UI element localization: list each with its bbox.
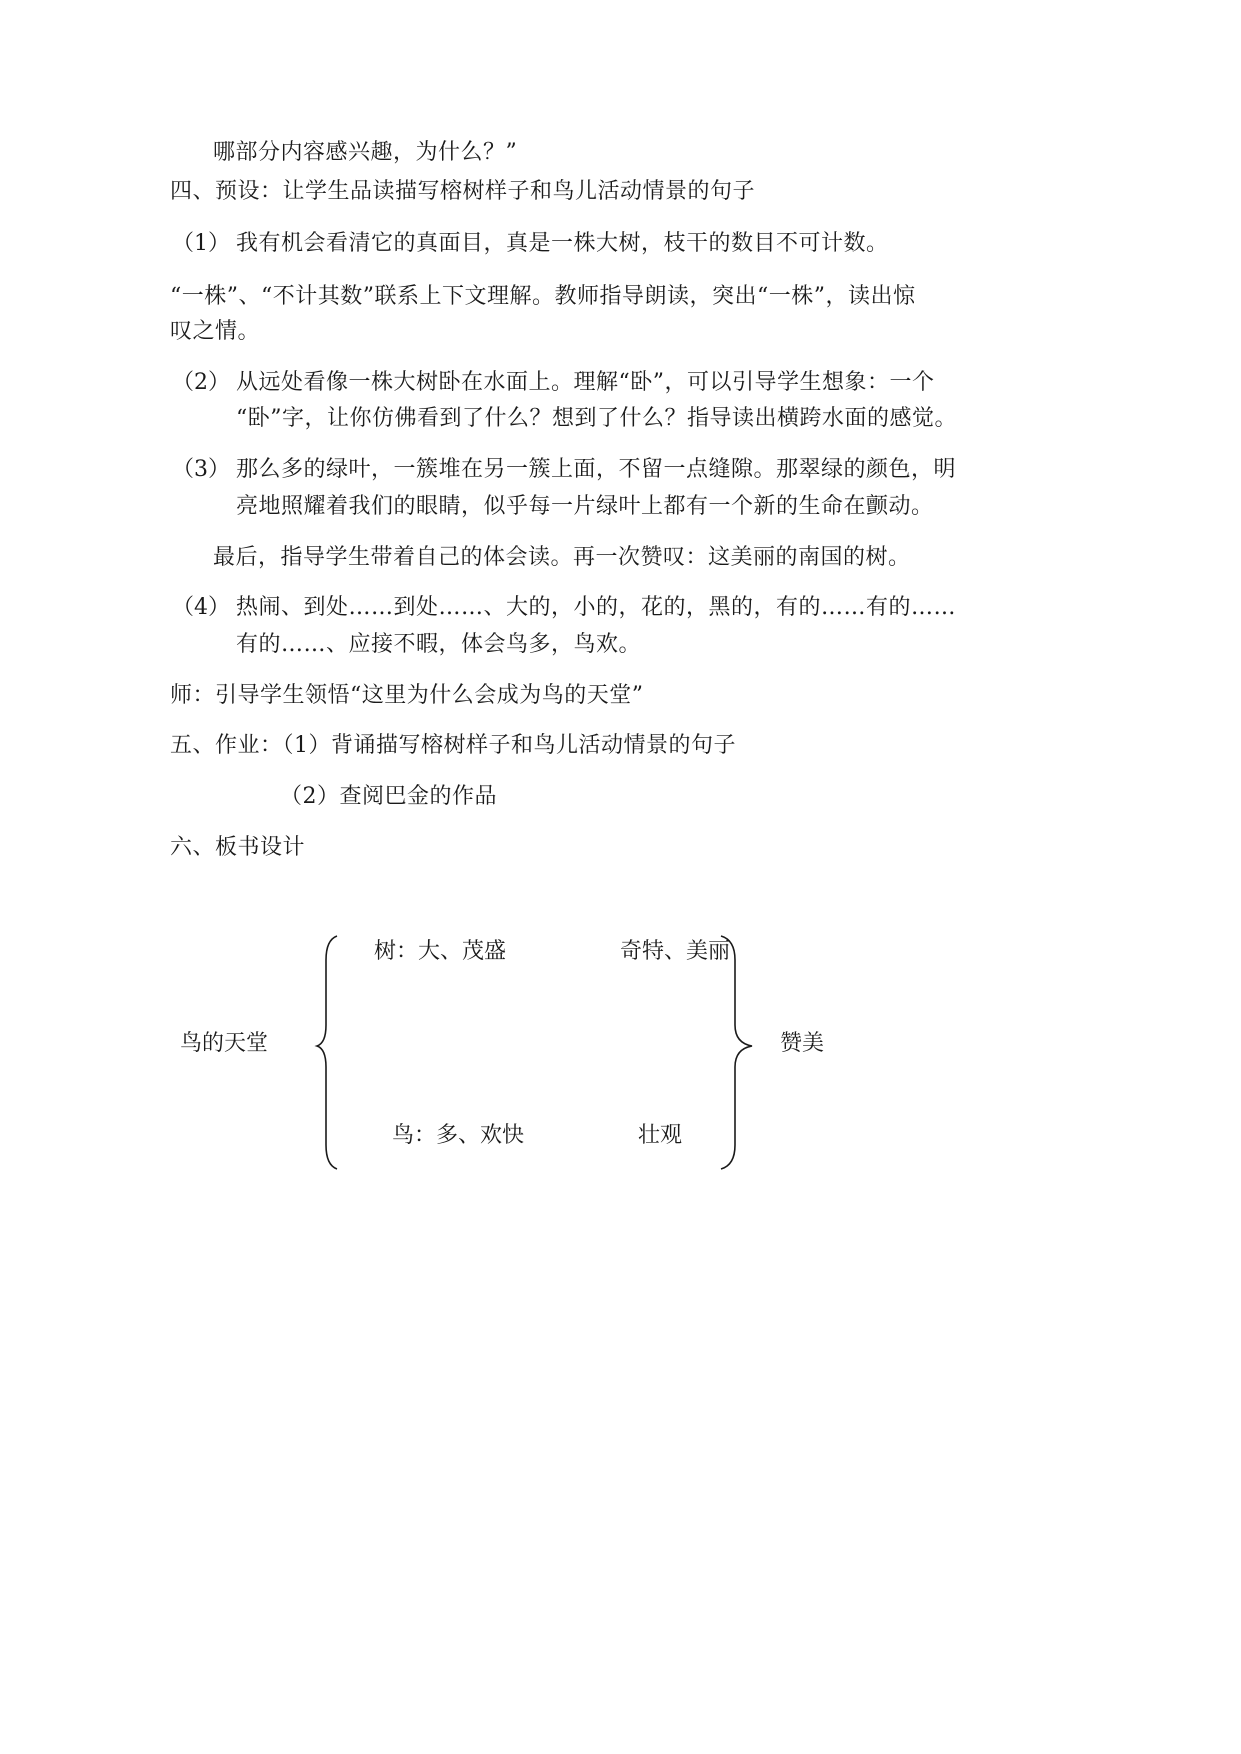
item1-text: 我有机会看清它的真面目，真是一株大树，枝干的数目不可计数。 [236,231,889,256]
board-tree-quality: 奇特、美丽 [620,939,731,964]
left-brace-icon [317,936,337,1169]
section6-heading: 六、板书设计 [170,835,306,860]
board-bird-quality: 壮观 [638,1123,683,1148]
section5-line1: 五、作业：（1）背诵描写榕树样子和鸟儿活动情景的句子 [170,733,736,758]
board-tree-label: 树：大、茂盛 [374,939,507,964]
right-brace-icon [721,936,752,1169]
item4-line1: 热闹、到处……到处……、大的，小的，花的，黑的，有的……有的…… [236,595,957,620]
section4-heading: 四、预设：让学生品读描写榕树样子和鸟儿活动情景的句子 [170,179,756,204]
board-bird-label: 鸟：多、欢快 [392,1123,525,1148]
item3-number: （3） [172,457,230,482]
board-left-label: 鸟的天堂 [180,1031,269,1056]
summary-line: 最后，指导学生带着自己的体会读。再一次赞叹：这美丽的南国的树。 [213,545,911,570]
note1-line2: 叹之情。 [170,319,261,344]
item2-line2: “卧”字，让你仿佛看到了什么？想到了什么？指导读出横跨水面的感觉。 [236,406,957,431]
item4-number: （4） [172,595,230,620]
item2-number: （2） [172,370,230,395]
item2-line1: 从远处看像一株大树卧在水面上。理解“卧”，可以引导学生想象：一个 [236,370,935,395]
item3-line2: 亮地照耀着我们的眼睛，似乎每一片绿叶上都有一个新的生命在颤动。 [236,494,934,519]
board-right-label: 赞美 [780,1031,825,1056]
intro-tail-line: 哪部分内容感兴趣，为什么？” [213,140,518,165]
item4-line2: 有的……、应接不暇，体会鸟多，鸟欢。 [236,632,642,657]
section5-line2: （2）查阅巴金的作品 [280,784,497,809]
item1-number: （1） [172,231,230,256]
item3-line1: 那么多的绿叶，一簇堆在另一簇上面，不留一点缝隙。那翠绿的颜色，明 [236,457,957,482]
teacher-line: 师：引导学生领悟“这里为什么会成为鸟的天堂” [170,683,644,708]
note1-line1: “一株”、“不计其数”联系上下文理解。教师指导朗读，突出“一株”，读出惊 [170,284,916,309]
